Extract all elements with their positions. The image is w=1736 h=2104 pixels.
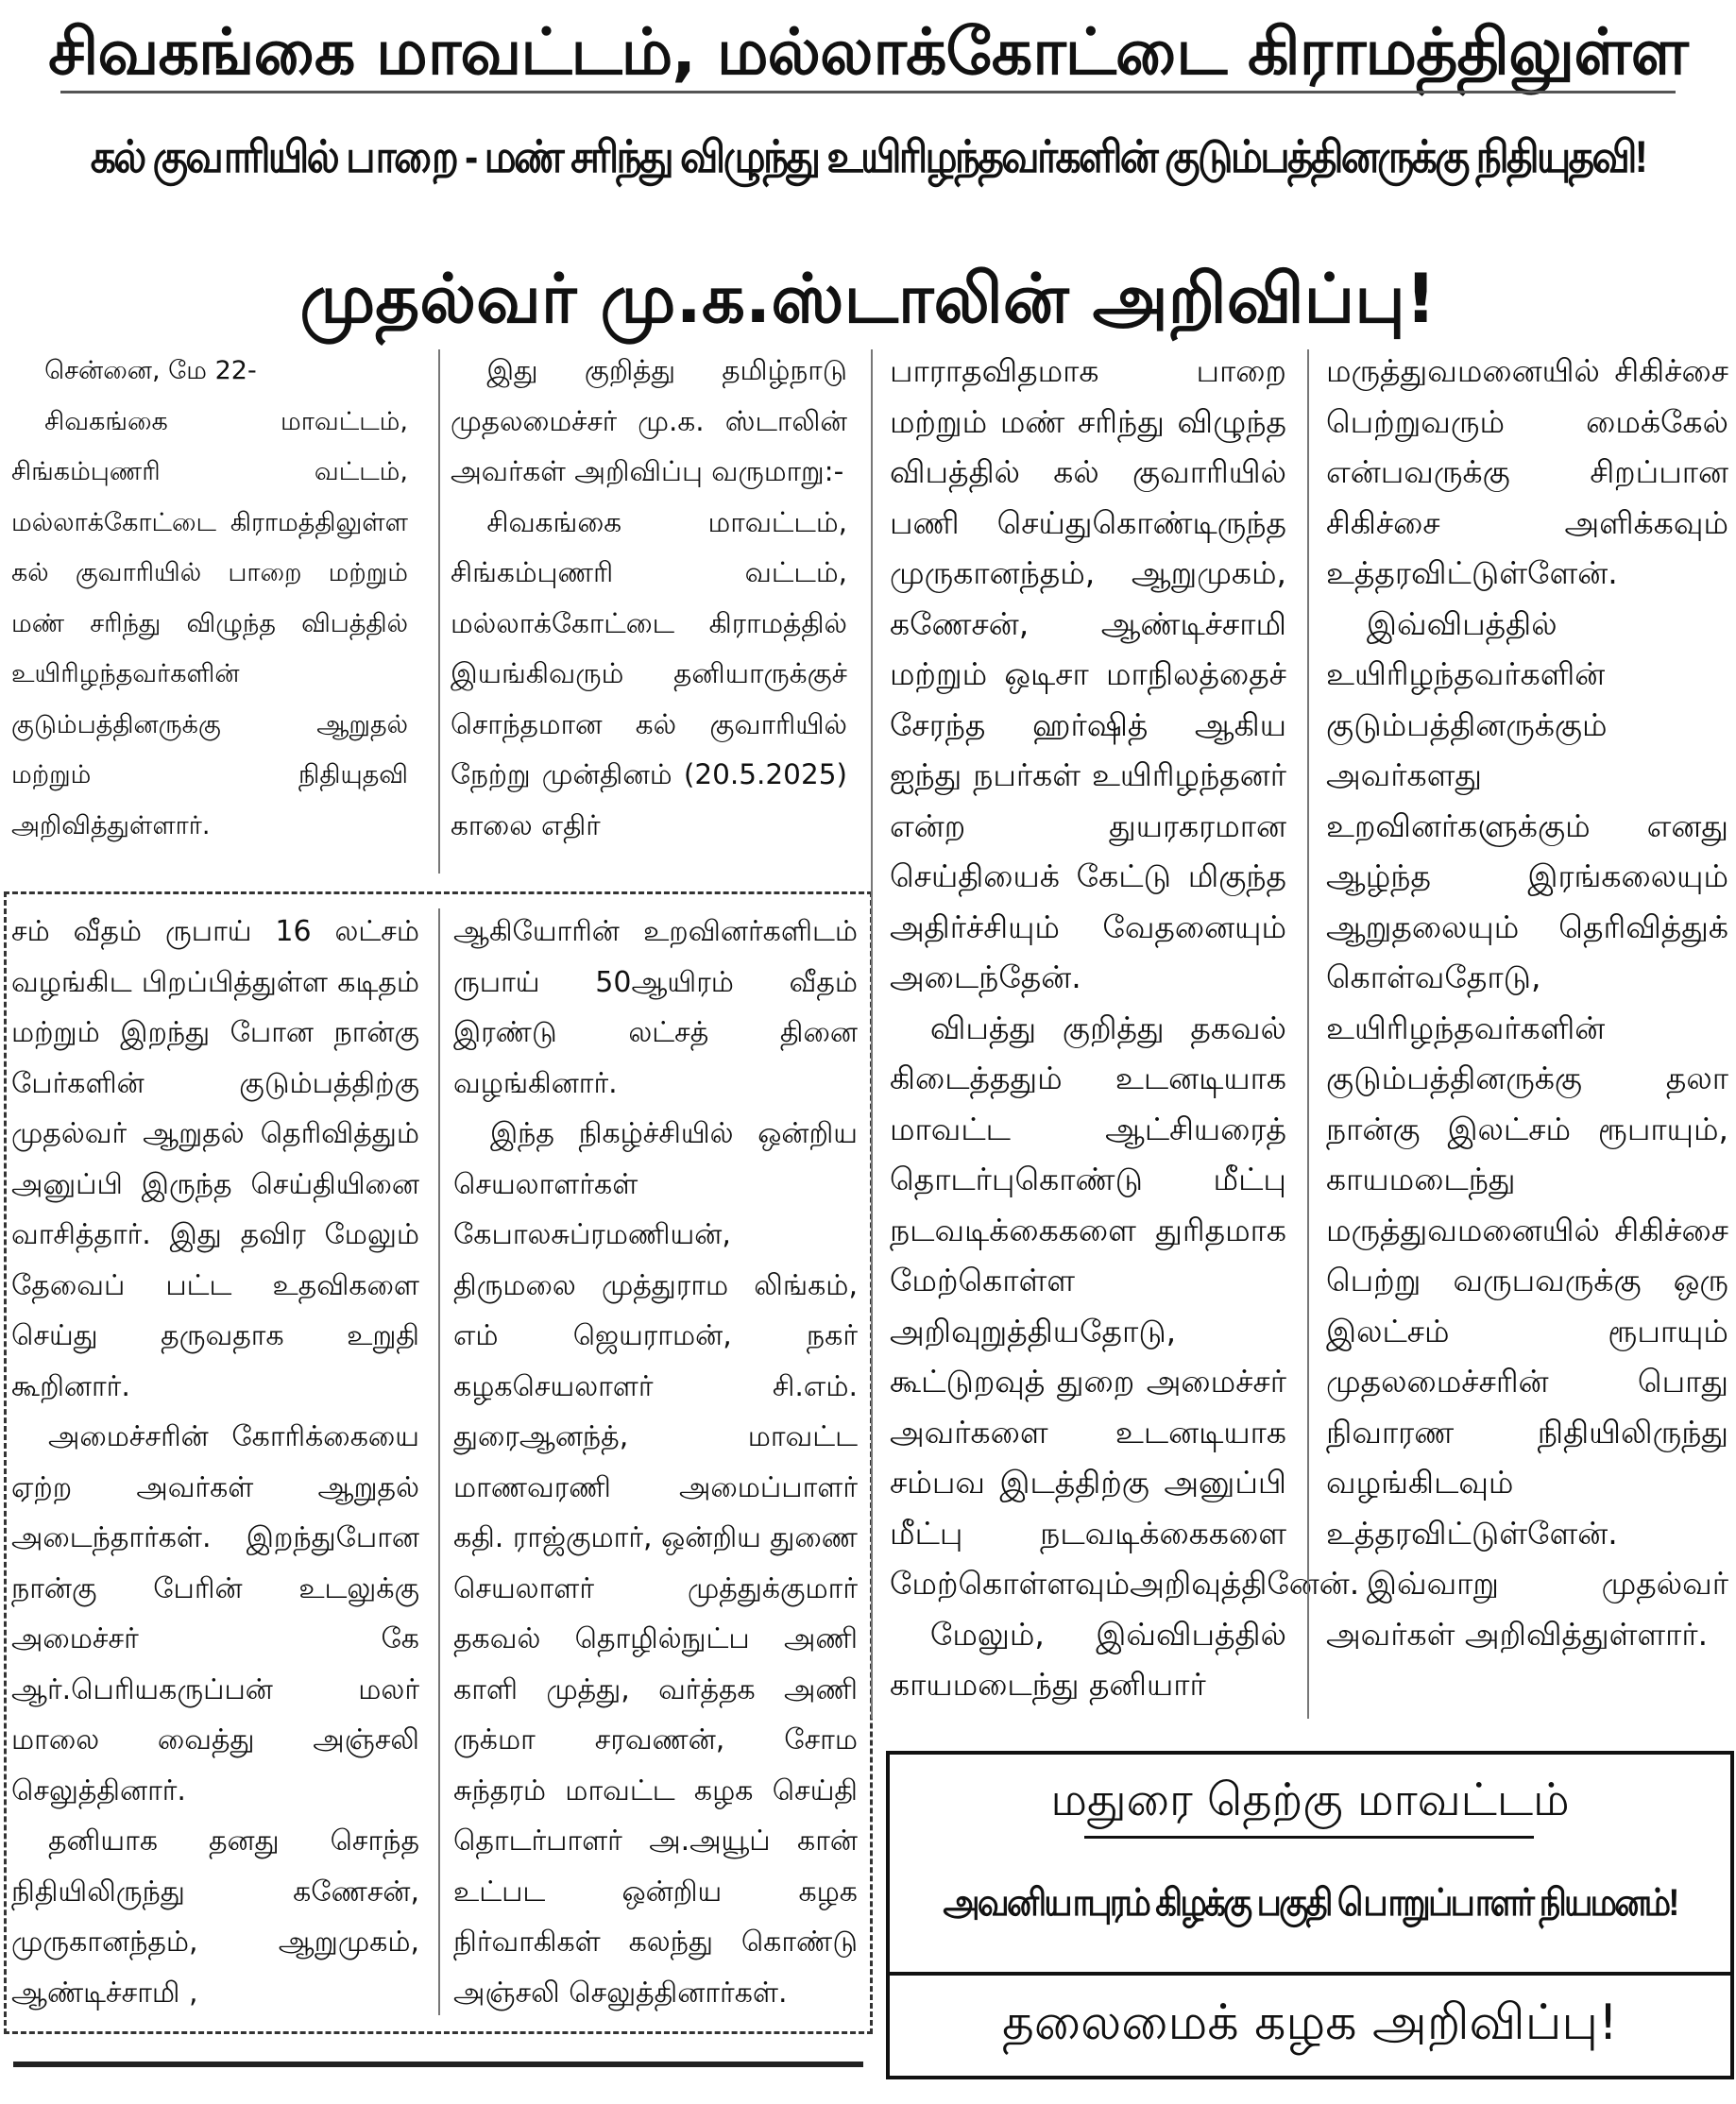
headline-line2: கல் குவாரியில் பாறை - மண் சரிந்து விழுந்து உயிரிழந்தவர்களின் குடும்பத்தினருக்கு நிதியுதவி!	[90, 131, 1646, 181]
headline-line3: முதல்வர் மு.க.ஸ்டாலின் அறிவிப்பு!	[299, 259, 1437, 338]
column-separator	[1307, 349, 1309, 1719]
paragraph: இவ்வாறு முதல்வர் அவர்கள் அறிவித்துள்ளார்.	[1326, 1565, 1728, 1653]
article2-column-2	[453, 907, 858, 2019]
article1-column-2	[451, 346, 847, 880]
paragraph: பாராதவிதமாக பாறை மற்றும் மண் சரிந்து விழுந்த விபத்தில் கல் குவாரியில் பணி செய்துகொண்டிருந்த முருகானந்தம், ஆறுமுகம், கணேசன், ஆண்டிச்சாமி மற்றும் ஒடிசா மாநிலத்தைச் சேரந்த ஹர்ஷித் ஆகிய ஐந்து நபர்கள் உயிரிழந்தனர் என்ற துயரகரமான செய்தியைக் கேட்டு மிகுந்த அதிர்ச்சியும் வேதனையும் அடைந்தேன்.	[890, 352, 1286, 995]
paragraph: இந்த நிகழ்ச்சியில் ஒன்றிய செயலாளர்கள் கேபாலசுப்ரமணியன், திருமலை முத்துராம லிங்கம், எம் ஜெயராமன், நகர் கழகசெயலாளர் சி.எம். துரைஆனந்த், மாவட்ட மாணவரணி அமைப்பாளர் கதி. ராஜ்குமார், ஒன்றிய துணை செயலாளர் முத்துக்குமார் தகவல் தொழில்நுட்ப அணி காளி முத்து, வர்த்தக அணி ருக்மா சரவணன், சோம சுந்தரம் மாவட்ட கழக செய்தி தொடர்பாளர் அ.அயூப் கான் உட்பட ஒன்றிய கழக நிர்வாகிகள் கலந்து கொண்டு அஞ்சலி செலுத்தினார்கள்.	[453, 1117, 858, 2010]
paragraph: சம் வீதம் ருபாய் 16 லட்சம் வழங்கிட பிறப்பித்துள்ள கடிதம் மற்றும் இறந்து போன நான்கு பேர்களின் குடும்பத்திற்கு முதல்வர் ஆறுதல் தெரிவித்தும் அனுப்பி இருந்த செய்தியினை வாசித்தார். இது தவிர மேலும் தேவைப் பட்ட உதவிகளை செய்து தருவதாக உறுதி கூறினார்.	[11, 915, 419, 1403]
column-separator	[871, 349, 873, 1719]
paragraph: சிவகங்கை மாவட்டம், சிங்கம்புணரி வட்டம், மல்லாக்கோட்டை கிராமத்திலுள்ள கல் குவாரியில் பாறை மற்றும் மண் சரிந்து விழுந்த விபத்தில் உயிரிழந்தவர்களின் குடும்பத்தினருக்கு ஆறுதல் மற்றும் நிதியுதவி அறிவித்துள்ளார்.	[11, 406, 408, 840]
announcement-district: மதுரை தெற்கு மாவட்டம்	[1050, 1773, 1570, 1826]
announcement-footer: தலைமைக் கழக அறிவிப்பு!	[1002, 1994, 1618, 2051]
article1-column-1	[11, 346, 408, 880]
next-article-border	[13, 2062, 863, 2067]
paragraph: மேலும், இவ்விபத்தில் காயமடைந்து தனியார்	[890, 1615, 1286, 1703]
article2-column-1	[11, 907, 419, 2019]
announcement-title: அவனியாபுரம் கிழக்கு பகுதி பொறுப்பாளர் நியமனம்!	[943, 1882, 1677, 1924]
column-separator	[438, 908, 440, 2015]
announcement-underline	[1084, 1836, 1534, 1839]
headline-rule	[60, 91, 1676, 93]
column-separator	[438, 349, 440, 874]
paragraph: சிவகங்கை மாவட்டம், சிங்கம்புணரி வட்டம், மல்லாக்கோட்டை கிராமத்தில் இயங்கிவரும் தனியாருக்குச் சொந்தமான கல் குவாரியில் நேற்று முன்தினம் (20.5.2025) காலை எதிர்	[451, 505, 847, 841]
announcement-divider	[886, 1972, 1734, 1976]
paragraph: தனியாக தனது சொந்த நிதியிலிருந்து கணேசன், முருகானந்தம், ஆறுமுகம், ஆண்டிச்சாமி ,	[11, 1824, 419, 2010]
paragraph: இது குறித்து தமிழ்நாடு முதலமைச்சர் மு.க. ஸ்டாலின் அவர்கள் அறிவிப்பு வருமாறு:-	[451, 354, 847, 487]
paragraph: ஆகியோரின் உறவினர்களிடம் ருபாய் 50ஆயிரம் வீதம் இரண்டு லட்சத் தினை வழங்கினார்.	[453, 915, 858, 1100]
paragraph: விபத்து குறித்து தகவல் கிடைத்ததும் உடனடியாக மாவட்ட ஆட்சியரைத் தொடர்புகொண்டு மீட்பு நடவடிக்கைகளை துரிதமாக மேற்கொள்ள அறிவுறுத்தியதோடு, கூட்டுறவுத் துறை அமைச்சர் அவர்களை உடனடியாக சம்பவ இடத்திற்கு அனுப்பி மீட்பு நடவடிக்கைகளை மேற்கொள்ளவும்அறிவுத்தினேன்.	[890, 1009, 1360, 1602]
headline-line1: சிவகங்கை மாவட்டம், மல்லாக்கோட்டை கிராமத்திலுள்ள	[48, 15, 1688, 90]
dateline: சென்னை, மே 22-	[44, 356, 257, 385]
paragraph: மருத்துவமனையில் சிகிச்சை பெற்றுவரும் மைக்கேல் என்பவருக்கு சிறப்பான சிகிச்சை அளிக்கவும் உத்தரவிட்டுள்ளேன்.	[1326, 352, 1728, 591]
paragraph: அமைச்சரின் கோரிக்கையை ஏற்ற அவர்கள் ஆறுதல் அடைந்தார்கள். இறந்துபோன நான்கு பேரின் உடலுக்கு அமைச்சர் கே ஆர்.பெரியகருப்பன் மலர் மாலை வைத்து அஞ்சலி செலுத்தினார்.	[11, 1420, 419, 1807]
article1-column-4	[1326, 346, 1728, 1739]
paragraph: இவ்விபத்தில் உயிரிழந்தவர்களின் குடும்பத்தினருக்கும் அவர்களது உறவினர்களுக்கும் எனது ஆழ்ந்த இரங்கலையும் ஆறுதலையும் தெரிவித்துக் கொள்வதோடு, உயிரிழந்தவர்களின் குடும்பத்தினருக்கு தலா நான்கு இலட்சம் ரூபாயும், காயமடைந்து மருத்துவமனையில் சிகிச்சை பெற்று வருபவருக்கு ஒரு இலட்சம் ரூபாயும் முதலமைச்சரின் பொது நிவாரண நிதியிலிருந்து வழங்கிடவும் உத்தரவிட்டுள்ளேன்.	[1326, 604, 1728, 1552]
